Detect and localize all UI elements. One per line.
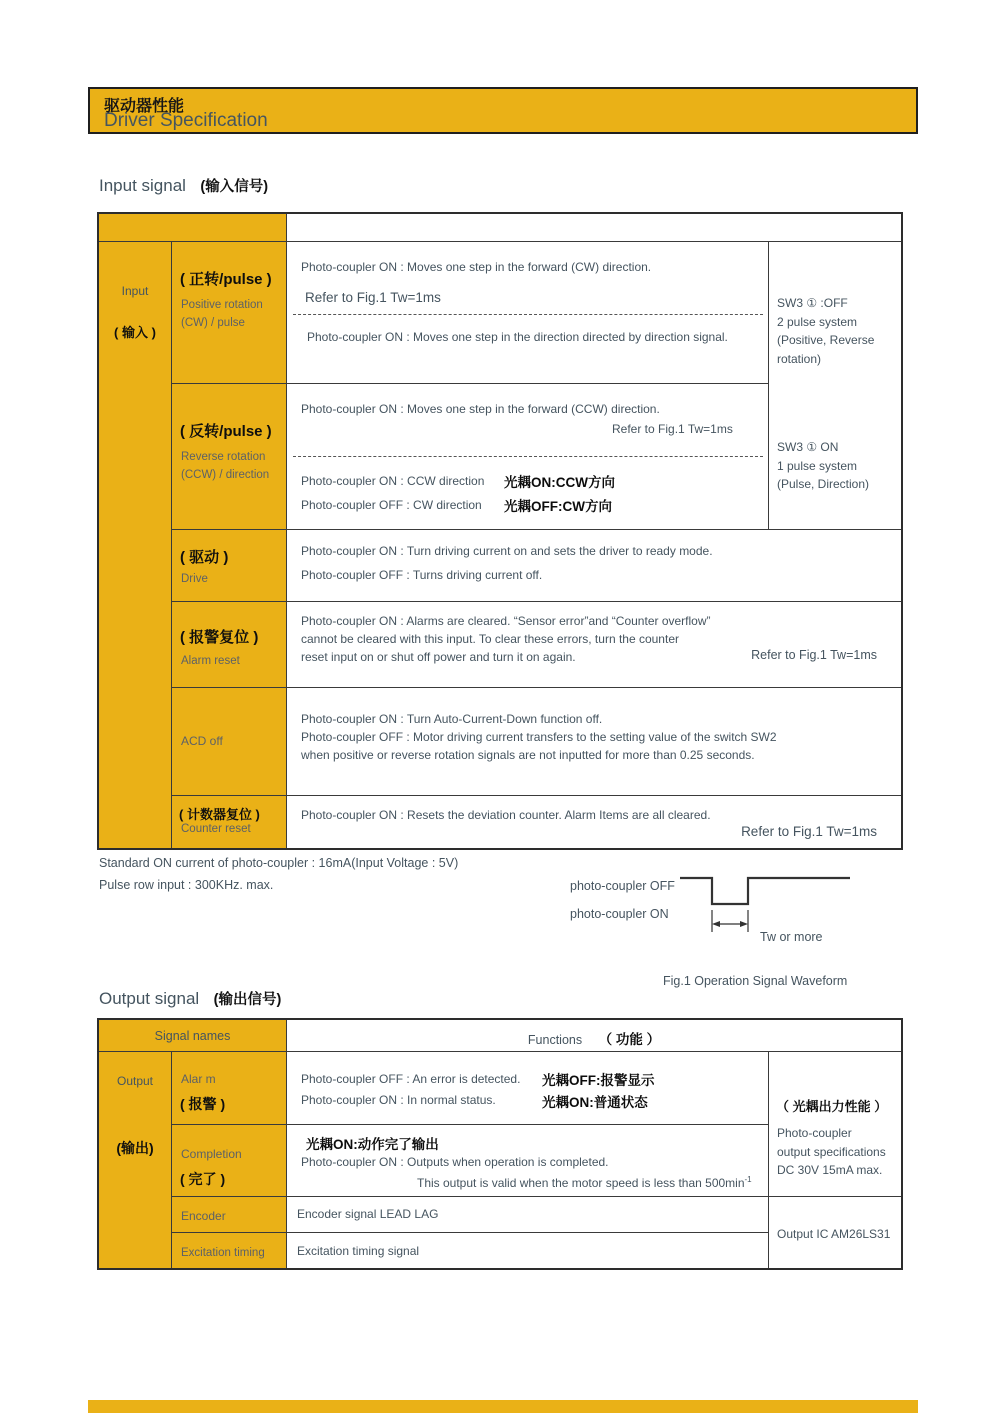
r5-line2: Photo-coupler OFF : Motor driving current transfers to the setting value of the switch SW2 — [301, 730, 777, 744]
counter-reset-en: Counter reset — [181, 823, 251, 835]
waveform-diagram — [555, 860, 905, 950]
alarm-reset-zh: ( 报警复位 ) — [180, 629, 259, 646]
row-positive-pulse-label-cell — [172, 242, 287, 384]
functions-label-zh: （ 功能 ） — [598, 1032, 661, 1047]
output-ic-cell — [768, 1197, 901, 1268]
r1-line1: Photo-coupler ON : Moves one step in the forward (CW) direction. — [301, 260, 652, 274]
alarm-line2-zh: 光耦ON:普通状态 — [542, 1095, 648, 1110]
completion-line1-zh: 光耦ON:动作完了输出 — [306, 1137, 439, 1152]
photocoupler-spec-line2: output specifications — [777, 1144, 886, 1159]
reverse-pulse-en1: Reverse rotation — [181, 451, 266, 463]
photocoupler-spec-line1: Photo-coupler — [777, 1126, 852, 1140]
completion-function-cell — [287, 1125, 768, 1197]
output-label-zh: (输出) — [116, 1140, 154, 1156]
sw3-off-line3: (Positive, Reverse — [777, 333, 875, 347]
acd-off-label: ACD off — [181, 734, 223, 748]
positive-pulse-zh: ( 正转/pulse ) — [180, 271, 272, 288]
positive-pulse-en2: (CW) / pulse — [181, 317, 245, 329]
row-alarm-reset-function-cell — [287, 602, 901, 688]
completion-label-cell — [172, 1125, 287, 1197]
output-header-functions-cell — [287, 1020, 901, 1052]
encoder-function-cell — [287, 1197, 768, 1233]
photocoupler-spec-line3: DC 30V 15mA max. — [777, 1163, 883, 1177]
r2-dashed-divider — [293, 456, 763, 457]
alarm-zh: ( 报警 ) — [180, 1096, 226, 1112]
counter-reset-zh: ( 计数器复位 ) — [179, 807, 260, 822]
r2-line3-zh: 光耦ON:CCW方向 — [504, 475, 615, 490]
input-signal-heading — [99, 175, 268, 196]
row-drive-function-cell — [287, 530, 901, 602]
output-signal-heading-en: Output signal — [99, 989, 200, 1008]
functions-label-en: Functions — [527, 1033, 583, 1047]
sw3-on-line1: SW3 ① ON — [777, 440, 839, 454]
input-col1-cell — [99, 242, 172, 848]
row-positive-pulse-function-cell — [287, 242, 768, 384]
input-signal-heading-en: Input signal — [99, 176, 186, 195]
completion-line3-text: This output is valid when the motor speed is less than 500min — [417, 1176, 745, 1190]
r3-line1: Photo-coupler ON : Turn driving current on and sets the driver to ready mode. — [301, 544, 713, 558]
row-acd-off-function-cell — [287, 688, 901, 796]
completion-line2-en: Photo-coupler ON : Outputs when operation is completed. — [301, 1155, 609, 1169]
output-col1-cell — [99, 1052, 172, 1268]
completion-line3-en — [417, 1175, 752, 1190]
waveform-tw-label: Tw or more — [760, 930, 823, 944]
alarm-reset-en: Alarm reset — [181, 655, 240, 667]
input-label-zh: ( 输入 ) — [114, 325, 156, 340]
input-header-right-cell — [287, 214, 901, 242]
page-banner — [88, 87, 918, 134]
banner-title-zh: 驱动器性能 — [104, 98, 185, 115]
waveform-off-label: photo-coupler OFF — [570, 879, 675, 893]
output-signal-heading-zh: (输出信号) — [213, 992, 282, 1008]
banner-title-en: Driver Specification — [104, 110, 268, 131]
photocoupler-spec-zh: （ 光耦出力性能 ） — [776, 1099, 888, 1114]
output-ic-label: Output IC AM26LS31 — [777, 1227, 891, 1241]
signal-names-label: Signal names — [154, 1029, 231, 1043]
excitation-function-cell — [287, 1233, 768, 1268]
reverse-pulse-en2: (CCW) / direction — [181, 469, 270, 481]
r4-line3: reset input on or shut off power and turn it on again. — [301, 650, 576, 664]
output-signal-heading — [99, 988, 281, 1009]
input-label-en: Input — [121, 284, 149, 298]
r1-refer: Refer to Fig.1 Tw=1ms — [305, 290, 441, 305]
r6-refer: Refer to Fig.1 Tw=1ms — [741, 824, 877, 839]
excitation-en: Excitation timing — [181, 1247, 265, 1259]
output-signal-table — [97, 1018, 903, 1270]
r2-line3-en: Photo-coupler ON : CCW direction — [301, 474, 485, 488]
excitation-line1: Excitation timing signal — [297, 1244, 420, 1258]
row-counter-reset-label-cell — [172, 796, 287, 848]
row-reverse-pulse-function-cell — [287, 384, 768, 530]
row-alarm-reset-label-cell — [172, 602, 287, 688]
sw3-side-cell — [768, 242, 901, 530]
note-line1: Standard ON current of photo-coupler : 16mA(Input Voltage : 5V) — [99, 856, 459, 870]
alarm-line1-en: Photo-coupler OFF : An error is detected. — [301, 1072, 521, 1086]
sw3-off-line1: SW3 ① :OFF — [777, 296, 848, 310]
r6-line1: Photo-coupler ON : Resets the deviation counter. Alarm Items are all cleared. — [301, 808, 711, 822]
encoder-label-cell — [172, 1197, 287, 1233]
sw3-off-line2: 2 pulse system — [777, 314, 858, 329]
bottom-accent-bar — [88, 1400, 918, 1413]
r4-line1: Photo-coupler ON : Alarms are cleared. “Sensor error”and “Counter overflow” — [301, 614, 711, 628]
row-reverse-pulse-label-cell — [172, 384, 287, 530]
sw3-off-line4: rotation) — [777, 351, 822, 366]
positive-pulse-en1: Positive rotation — [181, 299, 263, 311]
row-acd-off-label-cell — [172, 688, 287, 796]
sw3-off-block — [777, 294, 874, 368]
r4-refer: Refer to Fig.1 Tw=1ms — [751, 648, 877, 662]
photocoupler-spec-block — [777, 1124, 886, 1180]
completion-zh: ( 完了 ) — [180, 1171, 226, 1187]
waveform-caption: Fig.1 Operation Signal Waveform — [663, 974, 848, 988]
input-signal-table — [97, 212, 903, 850]
completion-en: Completion — [181, 1147, 242, 1161]
r2-refer: Refer to Fig.1 Tw=1ms — [612, 422, 733, 436]
r2-line4-en: Photo-coupler OFF : CW direction — [301, 498, 482, 512]
alarm-line2-en: Photo-coupler ON : In normal status. — [301, 1093, 496, 1107]
drive-zh: ( 驱动 ) — [180, 549, 229, 566]
sw3-on-block — [777, 438, 869, 494]
alarm-label-cell — [172, 1052, 287, 1125]
note-line2: Pulse row input : 300KHz. max. — [99, 878, 274, 892]
reverse-pulse-zh: ( 反转/pulse ) — [180, 423, 272, 440]
row-counter-reset-function-cell — [287, 796, 901, 848]
encoder-en: Encoder — [181, 1209, 226, 1223]
r3-line2: Photo-coupler OFF : Turns driving current off. — [301, 568, 543, 582]
output-label-en: Output — [116, 1074, 154, 1088]
alarm-line1-zh: 光耦OFF:报警显示 — [542, 1073, 655, 1088]
photocoupler-spec-cell — [768, 1052, 901, 1197]
r2-line1: Photo-coupler ON : Moves one step in the forward (CCW) direction. — [301, 402, 660, 416]
functions-label-wrap — [287, 1028, 901, 1049]
r1-line3: Photo-coupler ON : Moves one step in the direction directed by direction signal. — [307, 330, 728, 344]
input-header-left-cell — [99, 214, 287, 242]
r5-line3: when positive or reverse rotation signals are not inputted for more than 0.25 seconds. — [301, 748, 755, 762]
completion-superscript: -1 — [744, 1175, 752, 1184]
sw3-on-line3: (Pulse, Direction) — [777, 477, 870, 491]
alarm-function-cell — [287, 1052, 768, 1125]
row-drive-label-cell — [172, 530, 287, 602]
excitation-label-cell — [172, 1233, 287, 1268]
input-signal-heading-zh: (输入信号) — [200, 179, 269, 195]
encoder-line1: Encoder signal LEAD LAG — [297, 1207, 439, 1221]
drive-en: Drive — [181, 573, 208, 585]
output-header-signal-names-cell — [99, 1020, 287, 1052]
waveform-on-label: photo-coupler ON — [570, 907, 669, 921]
sw3-on-line2: 1 pulse system — [777, 458, 858, 473]
r1-dashed-divider — [293, 314, 763, 315]
r4-line2: cannot be cleared with this input. To clear these errors, turn the counter — [301, 632, 679, 646]
r2-line4-zh: 光耦OFF:CW方向 — [504, 499, 612, 514]
alarm-en: Alar m — [181, 1072, 216, 1086]
r5-line1: Photo-coupler ON : Turn Auto-Current-Down function off. — [301, 712, 603, 726]
